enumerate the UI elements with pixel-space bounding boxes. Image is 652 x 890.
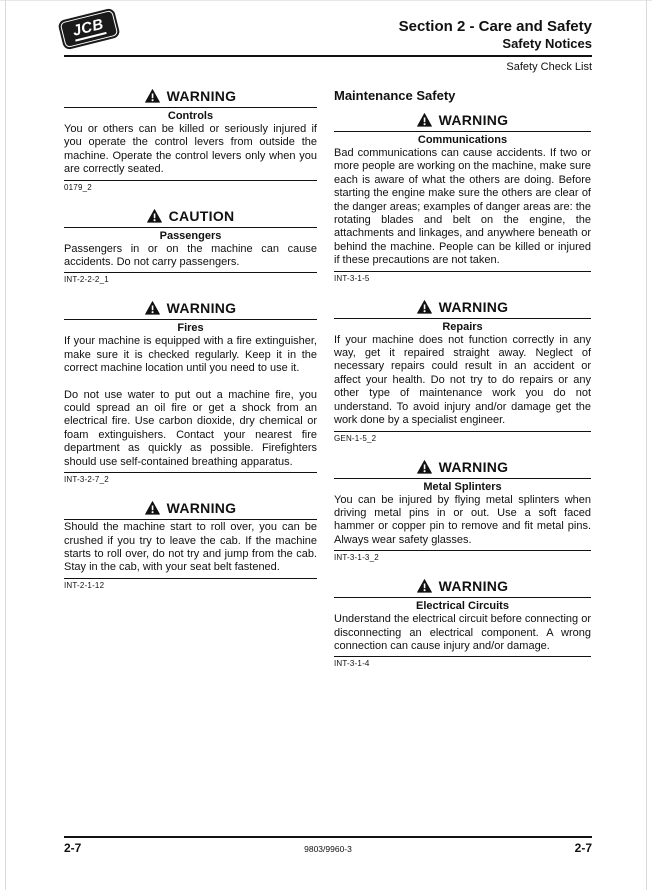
notice-paragraph: If your machine is equipped with a fire extinguisher, make sure it is checked regularly. Keep it in the correct machine location until you need to use it. xyxy=(64,335,317,375)
notice-controls xyxy=(64,88,317,192)
divider xyxy=(334,478,591,479)
divider xyxy=(334,131,591,132)
notice-head xyxy=(64,500,317,516)
notice-title: Communications xyxy=(417,134,508,146)
notice-type-label: CAUTION xyxy=(168,207,235,224)
notice-title: Passengers xyxy=(159,229,222,242)
page-footer xyxy=(64,836,592,855)
notice-fires xyxy=(64,300,317,484)
divider xyxy=(64,227,317,228)
notice-title: Electrical Circuits xyxy=(416,600,509,613)
notice-head xyxy=(334,299,591,315)
notice-type-label: WARNING xyxy=(166,88,237,104)
doc-number: 9803/9960-3 xyxy=(304,844,352,854)
jcb-logo-text: JCB xyxy=(71,16,107,42)
notice-code: 0179_2 xyxy=(64,182,92,192)
notice-type-label: WARNING xyxy=(166,300,237,317)
maintenance-safety-heading: Maintenance Safety xyxy=(334,88,456,103)
notice-head xyxy=(334,459,591,475)
notice-head xyxy=(64,88,317,104)
notice-metal-splinters xyxy=(334,459,591,563)
notice-roll-over xyxy=(64,500,317,590)
section-title: Section 2 - Care and Safety xyxy=(398,18,592,35)
notice-communications xyxy=(334,112,591,283)
header-rule xyxy=(64,55,592,57)
notice-code: INT-3-1-4 xyxy=(334,659,370,669)
notice-type-label: WARNING xyxy=(438,112,509,128)
notice-type-label: WARNING xyxy=(438,578,509,595)
notice-head xyxy=(64,300,317,316)
header-titles xyxy=(399,8,592,52)
notice-head xyxy=(64,208,317,224)
notice-code: INT-2-2-2_1 xyxy=(64,275,109,285)
warning-triangle-icon xyxy=(417,300,432,314)
left-column xyxy=(64,88,317,684)
warning-triangle-icon xyxy=(145,301,160,315)
page-header xyxy=(64,8,592,54)
notice-paragraph: Passengers in or on the machine can cause accidents. Do not carry passengers. xyxy=(64,242,317,269)
notice-head xyxy=(334,112,591,128)
warning-triangle-icon xyxy=(417,460,432,474)
notice-title: Fires xyxy=(177,322,204,335)
notice-repairs xyxy=(334,299,591,443)
warning-triangle-icon xyxy=(417,113,432,127)
notice-paragraph: You or others can be killed or seriously injured if you operate the control levers from outside the machine. Operate the control levers only when you are correctly seated. xyxy=(64,123,317,176)
columns xyxy=(64,88,592,684)
notice-paragraph: If your machine does not function correctly in any way, get it repaired straight away. Neglect of necessary repairs could result in an accident or affect your health. Do not try to do repairs or any other type of maintenance work you do not understand. To avoid injury and/or damage get the work done by a specialist engineer. xyxy=(334,333,591,427)
divider xyxy=(64,519,317,520)
notice-electrical-circuits xyxy=(334,578,591,668)
warning-triangle-icon xyxy=(145,89,160,103)
breadcrumb: Safety Check List xyxy=(506,61,592,73)
jcb-logo xyxy=(57,7,121,50)
section-subtitle: Safety Notices xyxy=(502,36,592,52)
notice-type-label: WARNING xyxy=(438,458,509,475)
warning-triangle-icon xyxy=(147,209,162,223)
divider xyxy=(64,319,317,320)
notice-paragraph: Understand the electrical circuit before connecting or disconnecting an electrical component. A wrong connection can cause injury and/or damage. xyxy=(334,613,591,652)
notice-type-label: WARNING xyxy=(438,298,509,315)
notice-paragraph: Should the machine start to roll over, you can be crushed if you try to leave the cab. If the machine starts to roll over, do not try and jump from the cab. Stay in the cab, with your seat belt fastened. xyxy=(64,521,317,574)
divider xyxy=(64,107,317,108)
notice-title: Metal Splinters xyxy=(423,480,502,493)
notice-paragraph: You can be injured by flying metal splinters when driving metal pins in or out. Use a soft faced hammer or copper pin to remove and fit metal pins. Always wear safety glasses. xyxy=(334,493,591,546)
notice-code: GEN-1-5_2 xyxy=(334,433,377,443)
notice-code: INT-2-1-12 xyxy=(64,580,105,590)
notice-code: INT-3-2-7_2 xyxy=(64,475,109,485)
notice-type-label: WARNING xyxy=(166,500,237,517)
notice-code: INT-3-1-3_2 xyxy=(334,553,379,563)
page-number-right: 2-7 xyxy=(574,841,592,855)
notice-title: Repairs xyxy=(442,320,483,333)
page-number-left: 2-7 xyxy=(64,841,82,855)
divider xyxy=(334,597,591,598)
notice-title: Controls xyxy=(167,110,214,122)
notice-paragraph: Bad communications can cause accidents. If two or more people are working on the machine, make sure each is aware of what the others are doing. Before starting the engine make sure the others are clear of the danger areas; examples of danger areas are: the rotating blades and belt on the engine, the attachments and linkages, and anywhere beneath or behind the machine. People can be killed or injured if these precautions are not taken. xyxy=(334,147,591,267)
right-column xyxy=(334,88,591,684)
notice-passengers xyxy=(64,208,317,285)
notice-code: INT-3-1-5 xyxy=(334,273,370,283)
warning-triangle-icon xyxy=(145,501,160,515)
divider xyxy=(334,318,591,319)
notice-paragraph: Do not use water to put out a machine fire, you could spread an oil fire or get a shock from an electrical fire. Use carbon dioxide, dry chemical or foam extinguishers. Contact your nearest fire department as quickly as possible. Firefighters should use self-contained breathing apparatus. xyxy=(64,388,317,468)
notice-head xyxy=(334,578,591,594)
warning-triangle-icon xyxy=(417,579,432,593)
